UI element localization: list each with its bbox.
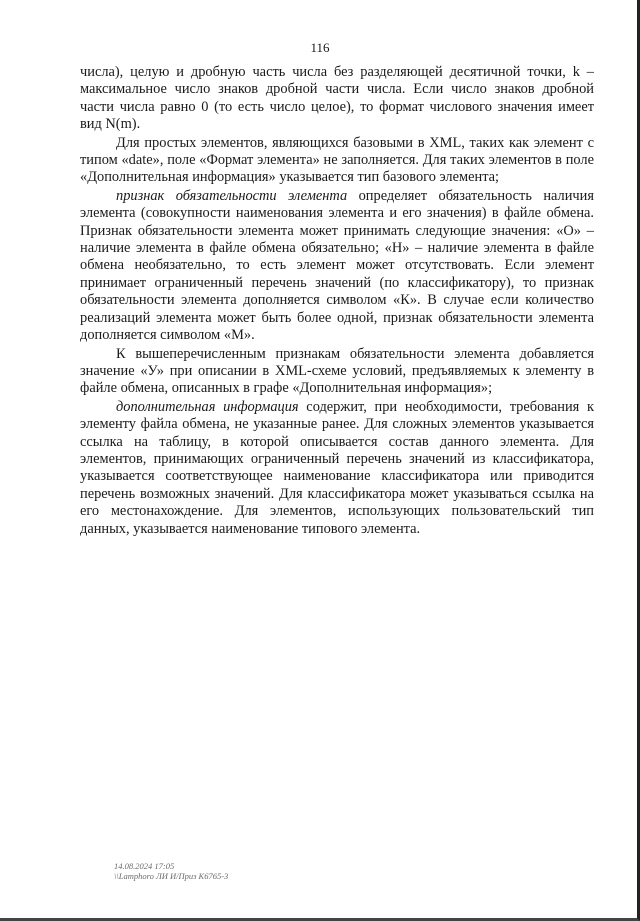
paragraph-text: числа), целую и дробную часть числа без разделяющей десятичной точки, k – максимальное число знаков дробной части числа. Если число знаков дробной части числа равно 0 (то есть число целое), то формат числового значения имеет вид N(m). [80, 64, 594, 133]
print-stamp [114, 861, 228, 881]
paragraph-mandatory-flag [80, 188, 594, 345]
paragraph-text: К вышеперечисленным признакам обязательности элемента добавляется значение «У» при описании в XML-схеме условий, предъявляемых к элементу в файле обмена, описанных в графе «Дополнительная информация»; [80, 345, 594, 397]
paragraph-term: дополнительная информация [116, 398, 299, 415]
paragraph-text: определяет обязательность наличия элемента (совокупности наименования элемента и его значения) в файле обмена. Признак обязательности элемента может принимать следующие значения: «О» – наличие элемента в файле обмена обязательно; «Н» – наличие элемента в файле обмена необязательно, то есть элемент может отсутствовать. Если элемент принимает ограниченный перечень значений (по классификатору), то признак обязательности элемента дополняется символом «К». В случае если количество реализаций элемента может быть более одной, признак обязательности элемента дополняется символом «М». [80, 187, 594, 344]
paragraph-text: содержит, при необходимости, требования к элементу файла обмена, не указанные ранее. Для сложных элементов указывается ссылка на таблицу, в которой описывается состав данного элемента. Для элементов, принимающих ограниченный перечень значений из классификатора, указывается соответствующее наименование классификатора или приводится перечень возможных значений. Для классификатора может указываться ссылка на его местонахождение. Для элементов, использующих пользовательский тип данных, указывается наименование типового элемента. [80, 398, 594, 537]
print-file-path: \\Lamphoro ЛИ И/Приз К6765-3 [114, 871, 229, 881]
paragraph-term: признак обязательности элемента [116, 187, 348, 204]
paragraph-additional-info [80, 399, 594, 538]
paragraph-number-format [80, 64, 594, 134]
paragraph-simple-elements [80, 135, 594, 187]
paragraph-text: Для простых элементов, являющихся базовыми в XML, таких как элемент с типом «date», поле «Формат элемента» не заполняется. Для таких элементов в поле «Дополнительная информация» указывается тип базового элемента; [80, 134, 594, 186]
paragraph-condition-flag [80, 346, 594, 398]
page-number: 116 [310, 40, 330, 55]
print-timestamp: 14.08.2024 17:05 [114, 861, 175, 871]
document-body [80, 64, 594, 539]
